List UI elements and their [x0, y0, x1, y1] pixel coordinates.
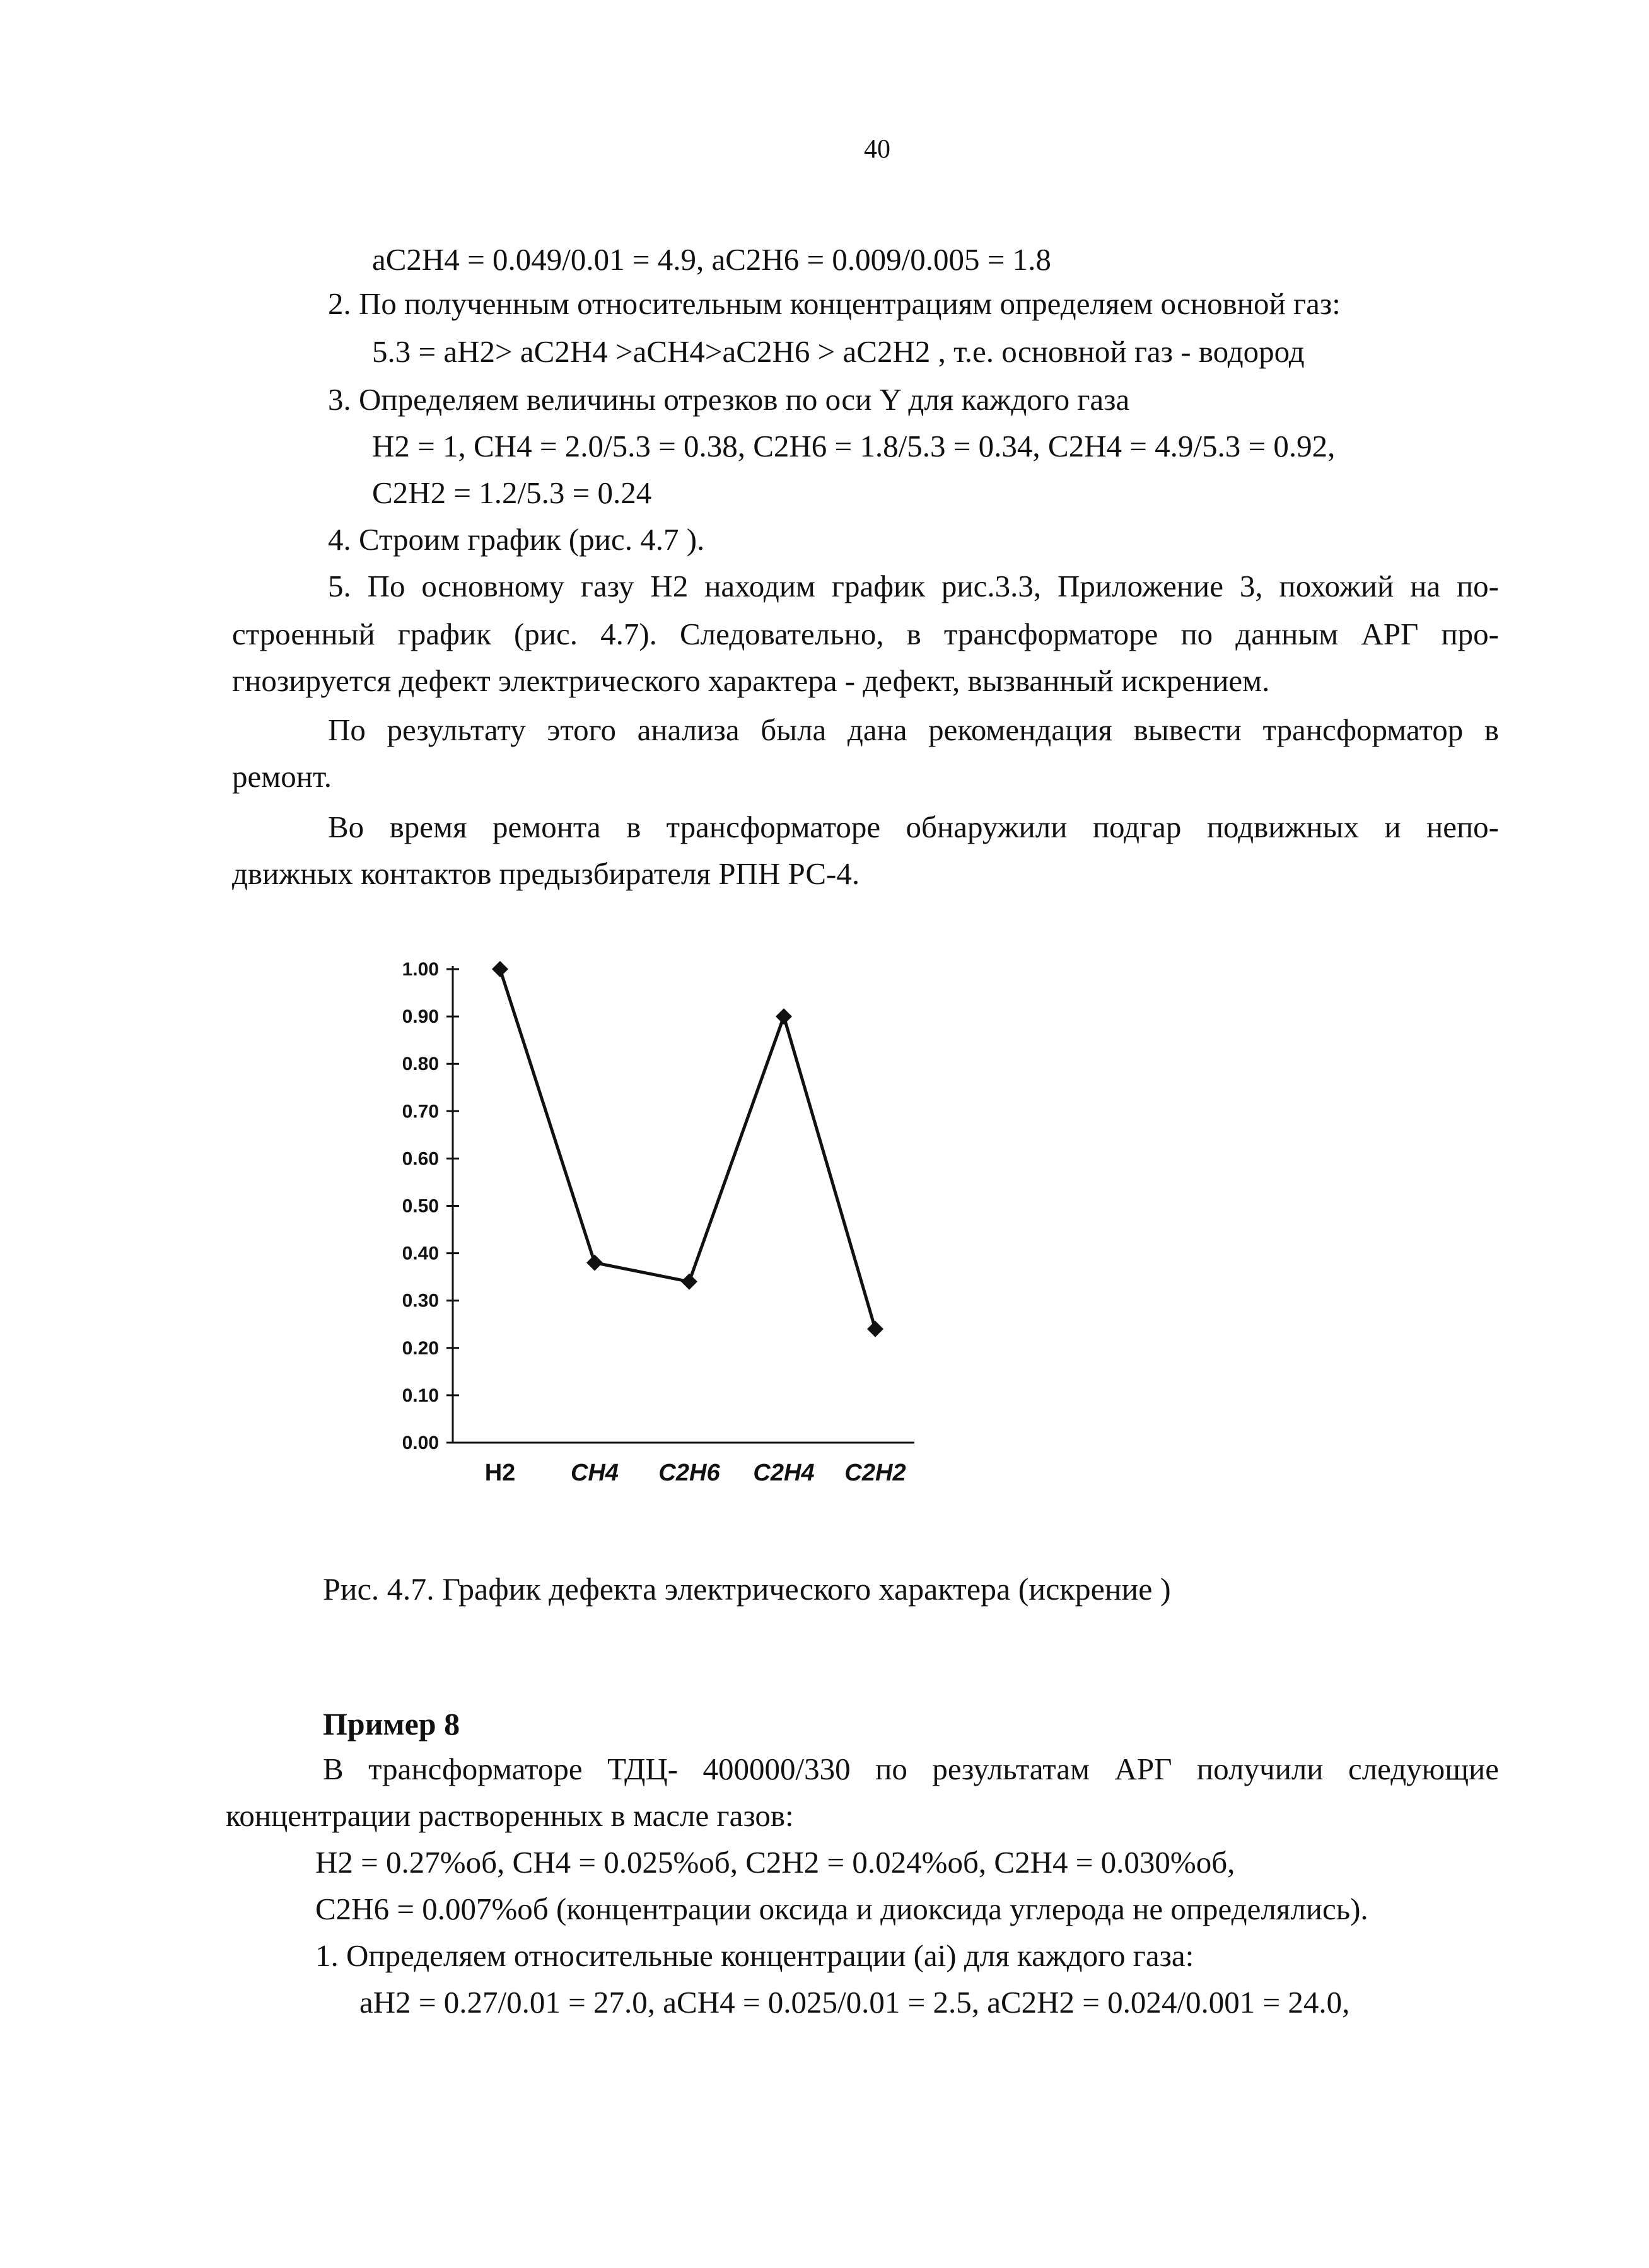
chart-x-labels — [485, 1460, 906, 1486]
y-tick-label: 0.10 — [402, 1385, 439, 1406]
x-tick-label: C2H2 — [844, 1460, 906, 1486]
y-tick-label: 0.40 — [402, 1243, 439, 1264]
text-line-6: C2H2 = 1.2/5.3 = 0.24 — [372, 475, 652, 510]
series-line — [500, 969, 875, 1329]
text-line-8: 5. По основному газу H2 находим график рис.3.3, Приложение 3, похожий на по- — [328, 569, 1499, 603]
text-line-13: Во время ремонта в трансформаторе обнаружили подгар подвижных и непо- — [328, 810, 1499, 844]
y-tick-label: 0.90 — [402, 1006, 439, 1028]
example-line-2: концентрации растворенных в масле газов: — [226, 1798, 794, 1833]
y-tick-label: 0.60 — [402, 1148, 439, 1170]
data-point-marker — [586, 1255, 603, 1271]
text-line-3: 5.3 = aH2> aC2H4 >aCH4>aC2H6 > aC2H2 , т.е. основной газ - водород — [372, 334, 1305, 369]
y-tick-label: 0.80 — [402, 1054, 439, 1075]
x-tick-label: H2 — [484, 1460, 516, 1486]
text-line-1: aC2H4 = 0.049/0.01 = 4.9, aC2H6 = 0.009/0.005 = 1.8 — [372, 242, 1051, 277]
data-point-marker — [776, 1008, 792, 1025]
text-line-5: H2 = 1, CH4 = 2.0/5.3 = 0.38, C2H6 = 1.8/5.3 = 0.34, C2H4 = 4.9/5.3 = 0.92, — [372, 429, 1336, 463]
example-line-1: В трансформаторе ТДЦ- 400000/330 по результатам АРГ получили следующие — [323, 1752, 1499, 1786]
example-line-6: aH2 = 0.27/0.01 = 27.0, aCH4 = 0.025/0.01 = 2.5, aC2H2 = 0.024/0.001 = 24.0, — [359, 1985, 1350, 2020]
chart-series — [492, 961, 883, 1337]
y-tick-label: 0.20 — [402, 1337, 439, 1359]
example-line-3: H2 = 0.27%об, CH4 = 0.025%об, C2H2 = 0.024%об, C2H4 = 0.030%об, — [315, 1845, 1235, 1880]
example-line-4: C2H6 = 0.007%об (концентрации оксида и диоксида углерода не определялись). — [315, 1892, 1368, 1926]
x-tick-label: CH4 — [570, 1460, 619, 1486]
text-line-9: строенный график (рис. 4.7). Следовательно, в трансформаторе по данным АРГ про- — [232, 617, 1499, 651]
y-tick-label: 0.00 — [402, 1433, 439, 1453]
y-tick-label: 0.50 — [402, 1195, 439, 1217]
defect-line-chart — [378, 946, 946, 1513]
text-line-7: 4. Строим график (рис. 4.7 ). — [328, 522, 705, 557]
chart-y-ticks — [402, 959, 459, 1453]
example-heading: Пример 8 — [323, 1706, 460, 1742]
data-point-marker — [492, 961, 508, 977]
figure-caption: Рис. 4.7. График дефекта электрического характера (искрение ) — [323, 1571, 1171, 1607]
y-tick-label: 0.70 — [402, 1101, 439, 1122]
text-line-10: гнозируется дефект электрического характера - дефект, вызванный искрением. — [232, 663, 1270, 698]
example-line-5: 1. Определяем относительные концентрации (ai) для каждого газа: — [315, 1938, 1194, 1973]
text-line-4: 3. Определяем величины отрезков по оси Y для каждого газа — [328, 382, 1130, 417]
data-point-marker — [867, 1321, 883, 1337]
text-line-14: движных контактов предызбирателя РПН РС-4. — [232, 856, 860, 891]
x-tick-label: C2H6 — [658, 1460, 720, 1486]
x-tick-label: C2H4 — [753, 1460, 815, 1486]
y-tick-label: 0.30 — [402, 1290, 439, 1311]
text-line-11: По результату этого анализа была дана рекомендация вывести трансформатор в — [328, 712, 1499, 747]
y-tick-label: 1.00 — [402, 959, 439, 980]
text-line-2: 2. По полученным относительным концентрациям определяем основной газ: — [328, 286, 1341, 321]
page-number: 40 — [864, 135, 890, 164]
text-line-12: ремонт. — [232, 759, 332, 794]
data-point-marker — [681, 1274, 697, 1290]
